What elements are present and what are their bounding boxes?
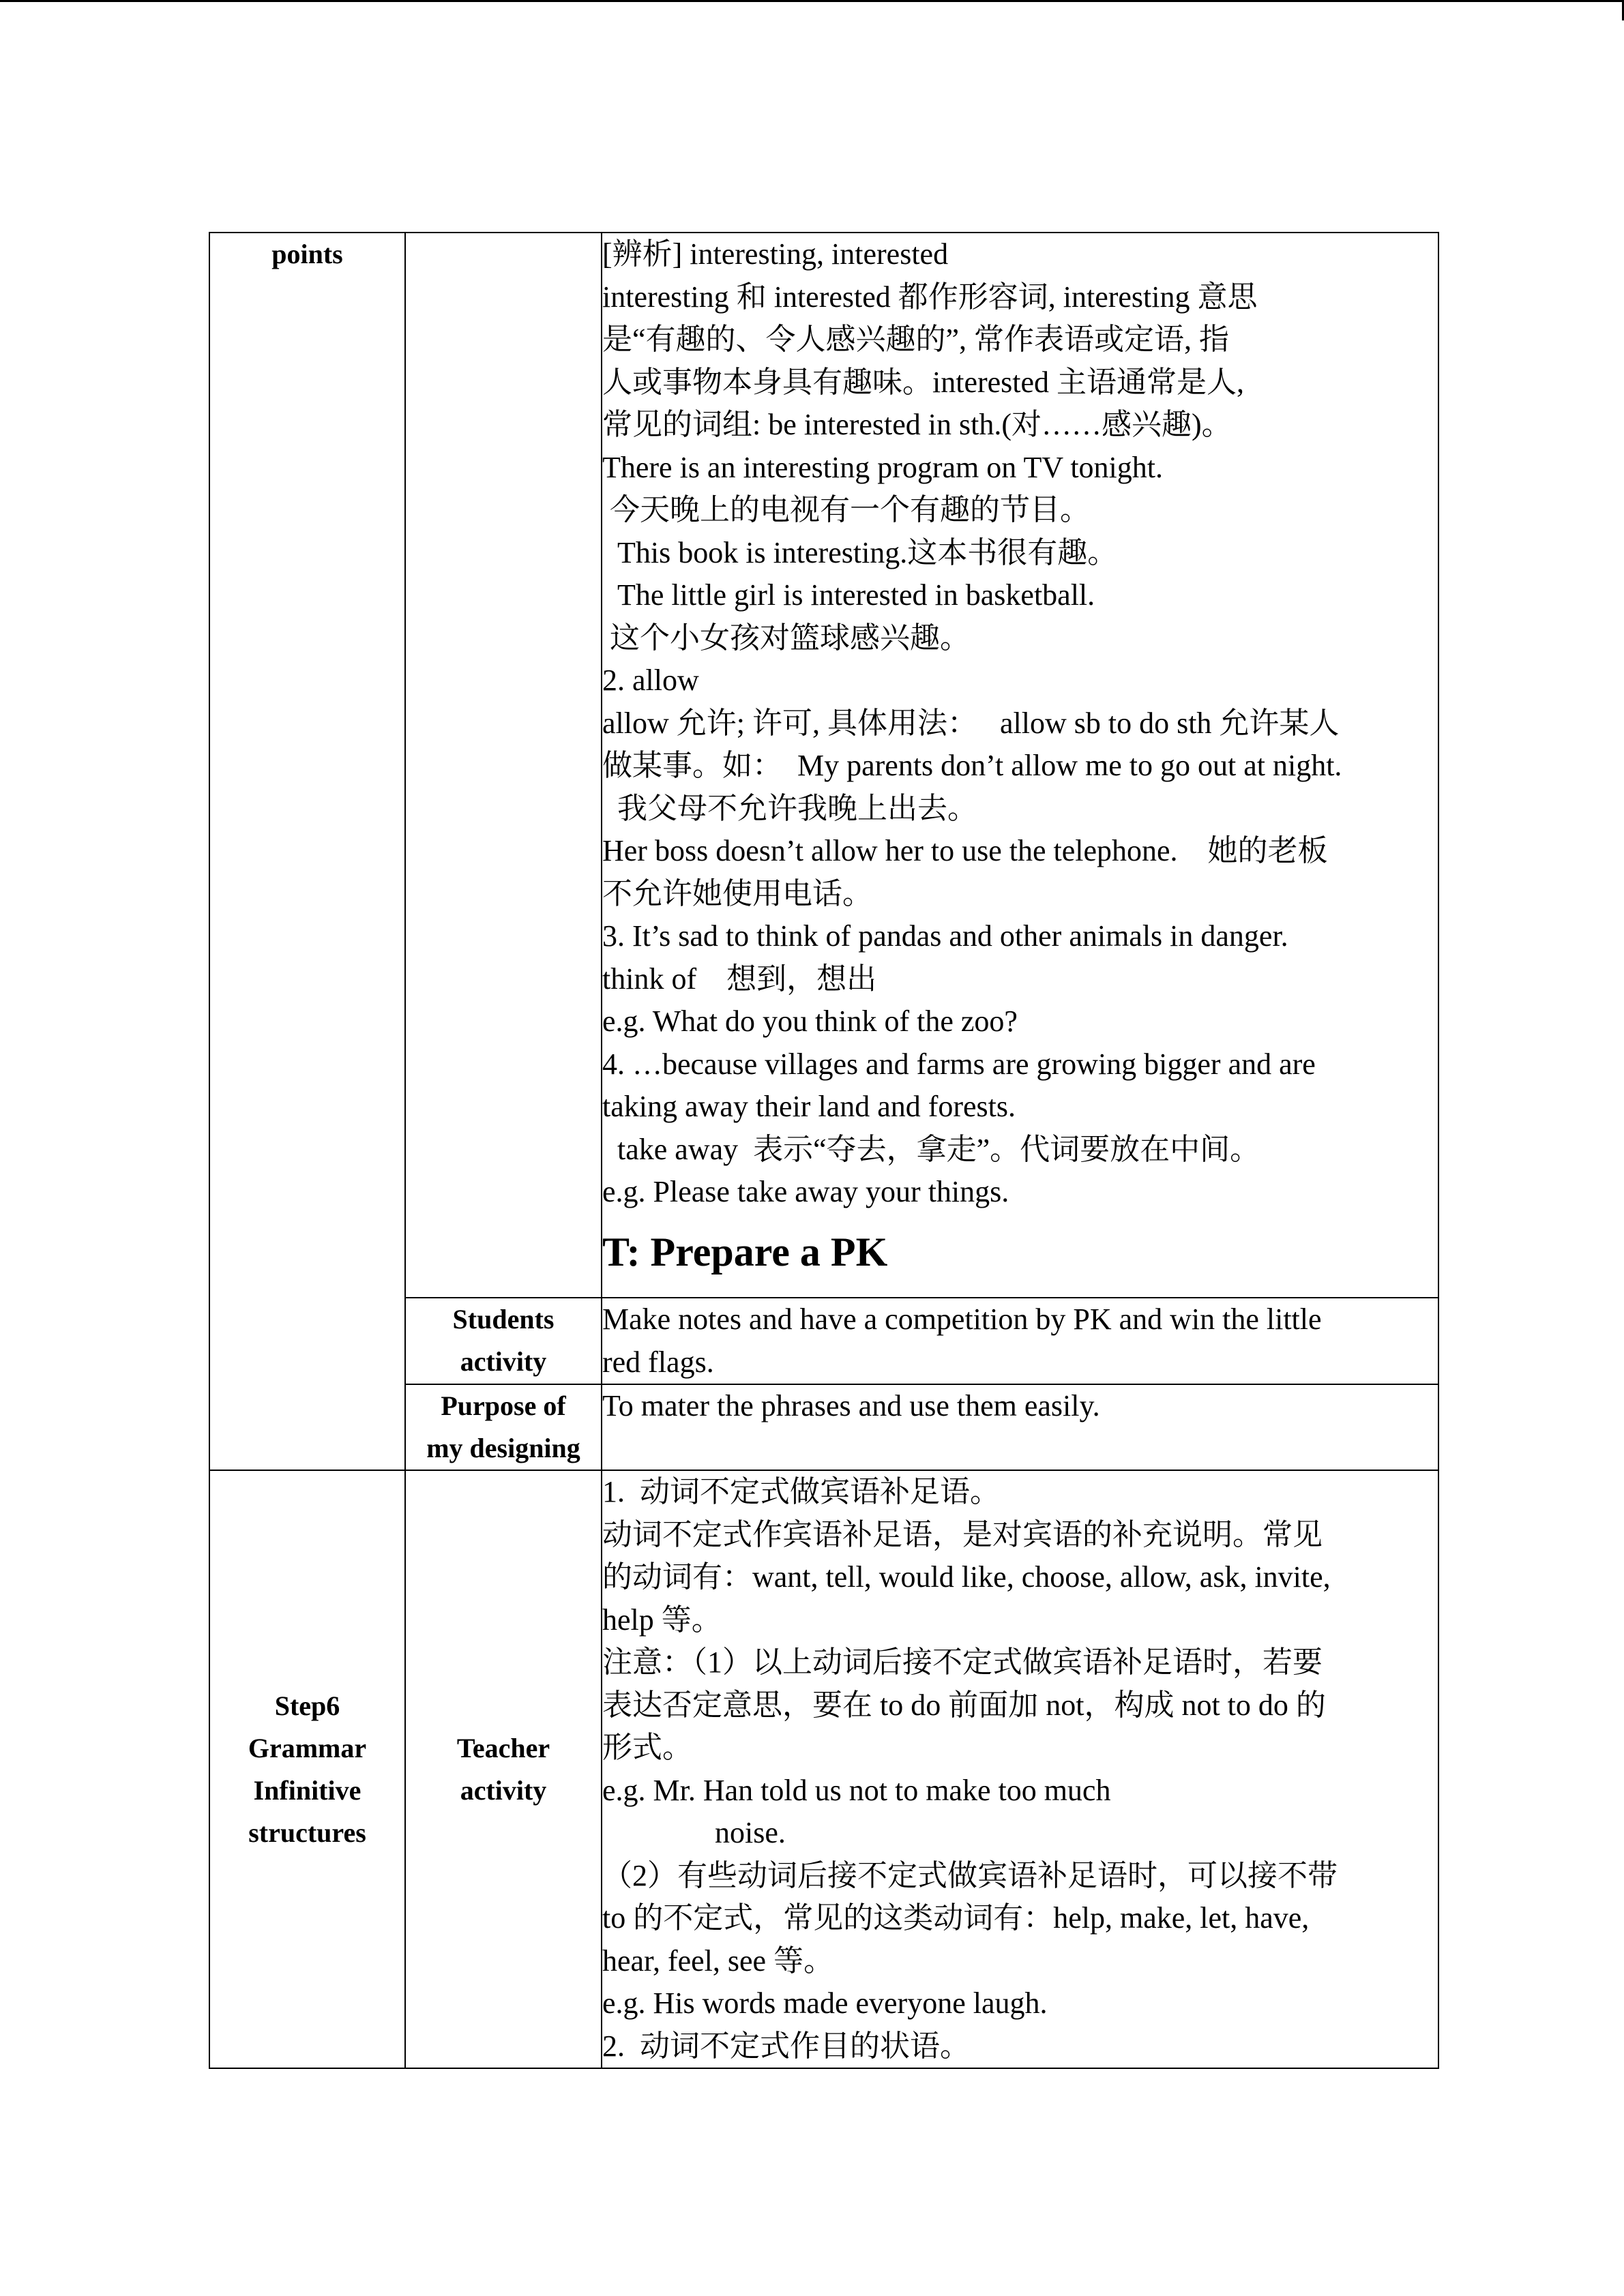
teacher-label-line2: activity	[460, 1774, 547, 1806]
text-line: 4. …because villages and farms are growing bigger and are	[602, 1047, 1316, 1081]
students-activity-content-cell	[602, 1298, 1438, 1384]
text-line: This book is interesting.这本书很有趣。	[602, 535, 1118, 569]
table-row-grammar	[209, 1470, 1438, 2068]
page-top-rule	[0, 0, 1624, 2]
step-label-line4: structures	[248, 1817, 366, 1848]
text-line: The little girl is interested in basketball.	[602, 578, 1095, 612]
purpose-label-cell	[405, 1384, 602, 1470]
text-line: 今天晚上的电视有一个有趣的节目。	[602, 493, 1090, 526]
empty-label-cell	[405, 233, 602, 1298]
grammar-indented-line: noise.	[715, 1816, 786, 1849]
text-line: take away 表示“夺去，拿走”。代词要放在中间。	[602, 1132, 1260, 1166]
text-line: 这个小女孩对篮球感兴趣。	[602, 621, 970, 655]
purpose-text: To mater the phrases and use them easily.	[602, 1389, 1100, 1422]
text-line: 1. 动词不定式做宾语补足语。	[602, 1475, 1000, 1508]
points-lines	[602, 233, 1438, 1214]
text-line: 2. allow	[602, 664, 699, 697]
grammar-lines-a	[602, 1471, 1438, 1812]
students-activity-line2: red flags.	[602, 1345, 714, 1379]
grammar-content-cell	[602, 1470, 1438, 2068]
students-label-line1: Students	[452, 1304, 555, 1335]
text-line: 不允许她使用电话。	[602, 876, 872, 910]
text-line: 表达否定意思，要在 to do 前面加 not，构成 not to do 的	[602, 1688, 1326, 1722]
text-line: 动词不定式作宾语补足语，是对宾语的补充说明。常见	[602, 1517, 1323, 1551]
step-label-line3: Infinitive	[253, 1774, 361, 1806]
purpose-content-cell	[602, 1384, 1438, 1470]
purpose-label-line1: Purpose of	[441, 1390, 566, 1421]
purpose-label-line2: my designing	[426, 1433, 580, 1463]
points-content-cell	[602, 233, 1438, 1298]
students-activity-line1: Make notes and have a competition by PK and win the little	[602, 1302, 1322, 1336]
prepare-pk-heading: T: Prepare a PK	[602, 1229, 888, 1274]
text-line: e.g. Mr. Han told us not to make too much	[602, 1773, 1111, 1807]
grammar-lines-b	[602, 1855, 1438, 2068]
students-activity-label-cell	[405, 1298, 602, 1384]
text-line: help 等。	[602, 1602, 722, 1637]
text-line: taking away their land and forests.	[602, 1090, 1016, 1123]
text-line: interesting 和 interested 都作形容词, interesting 意思	[602, 280, 1258, 314]
step-label-line2: Grammar	[248, 1732, 367, 1763]
teacher-activity-label-cell	[405, 1470, 602, 2068]
text-line: 3. It’s sad to think of pandas and other animals in danger.	[602, 919, 1288, 953]
table-row-points	[209, 233, 1438, 1298]
step-label-line1: Step6	[274, 1690, 340, 1721]
text-line: 做某事。如： My parents don’t allow me to go out at night.	[602, 749, 1342, 782]
text-line: 注意：（1）以上动词后接不定式做宾语补足语时，若要	[602, 1645, 1323, 1679]
text-line: e.g. His words made everyone laugh.	[602, 1986, 1048, 2020]
text-line: e.g. Please take away your things.	[602, 1175, 1009, 1208]
text-line: 人或事物本身具有趣味。interested 主语通常是人,	[602, 365, 1245, 399]
text-line: 形式。	[602, 1731, 692, 1764]
text-line: [辨析] interesting, interested	[602, 237, 949, 271]
text-line: 2. 动词不定式作目的状语。	[602, 2029, 970, 2063]
section-label-cell	[209, 233, 405, 1470]
text-line: to 的不定式，常见的这类动词有：help, make, let, have,	[602, 1901, 1310, 1935]
text-line: think of 想到，想出	[602, 961, 877, 996]
teacher-label-line1: Teacher	[456, 1732, 550, 1763]
step6-label-cell	[209, 1470, 405, 2068]
text-line: 常见的词组: be interested in sth.(对……感兴趣)。	[602, 408, 1232, 441]
text-line: 我父母不允许我晚上出去。	[602, 791, 977, 825]
text-line: Her boss doesn’t allow her to use the telephone. 她的老板	[602, 834, 1328, 867]
text-line: There is an interesting program on TV tonight.	[602, 450, 1163, 484]
text-line: （2）有些动词后接不定式做宾语补足语时，可以接不带	[602, 1858, 1338, 1892]
text-line: 是“有趣的、令人感兴趣的”, 常作表语或定语, 指	[602, 323, 1230, 356]
text-line: hear, feel, see 等。	[602, 1943, 834, 1978]
text-line: e.g. What do you think of the zoo?	[602, 1004, 1018, 1038]
students-label-line2: activity	[460, 1346, 547, 1377]
lesson-plan-table	[209, 232, 1439, 2069]
section-label-points: points	[271, 239, 343, 269]
text-line: 的动词有：want, tell, would like, choose, allow, ask, invite,	[602, 1560, 1331, 1594]
text-line: allow 允许; 许可, 具体用法： allow sb to do sth 允许某人	[602, 706, 1340, 740]
